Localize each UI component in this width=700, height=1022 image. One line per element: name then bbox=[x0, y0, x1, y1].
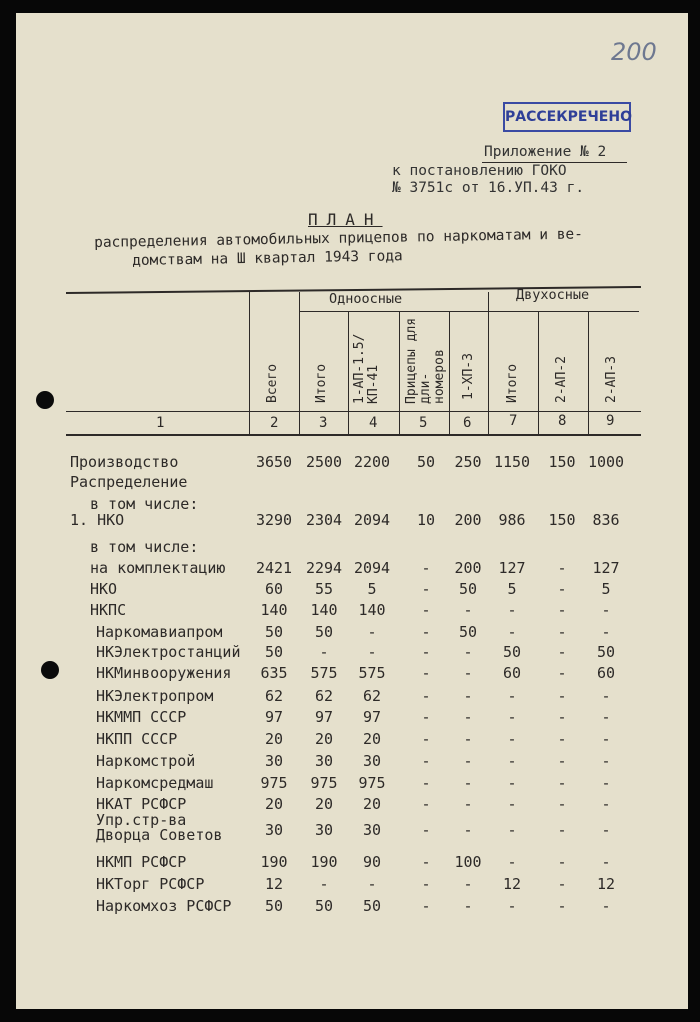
punch-hole bbox=[36, 391, 54, 409]
col-1hp3: 1-ХП-3 bbox=[461, 353, 476, 400]
col-number-1: 1 bbox=[156, 415, 165, 431]
table-row bbox=[16, 623, 688, 643]
cell-value: - bbox=[557, 853, 567, 871]
col-number-4: 4 bbox=[369, 415, 378, 431]
cell-value: 30 bbox=[314, 752, 334, 770]
cell-value: 50 bbox=[458, 623, 478, 641]
cell-value: 50 bbox=[416, 453, 436, 471]
cell-value: 2200 bbox=[353, 453, 391, 471]
cell-value: - bbox=[319, 875, 329, 893]
cell-value: - bbox=[601, 708, 611, 726]
cell-value: - bbox=[421, 664, 431, 682]
cell-value: - bbox=[421, 821, 431, 839]
col-long-trailers: Прицепы для дли- номеров bbox=[404, 317, 447, 404]
cell-value: - bbox=[557, 795, 567, 813]
cell-value: - bbox=[557, 774, 567, 792]
decree-number: № 3751с от 16.УП.43 г. bbox=[392, 180, 585, 196]
cell-value: 20 bbox=[264, 795, 284, 813]
cell-value: 30 bbox=[362, 752, 382, 770]
cell-value: - bbox=[557, 687, 567, 705]
row-label: НКМП РСФСР bbox=[96, 853, 187, 871]
cell-value: 60 bbox=[502, 664, 522, 682]
cell-value: 12 bbox=[502, 875, 522, 893]
cell-value: 150 bbox=[548, 453, 576, 471]
cell-value: 5 bbox=[367, 580, 377, 598]
cell-value: 635 bbox=[260, 664, 288, 682]
cell-value: 975 bbox=[310, 774, 338, 792]
cell-value: 50 bbox=[264, 623, 284, 641]
cell-value: - bbox=[557, 601, 567, 619]
row-label: Упр.стр-ва Дворца Советов bbox=[96, 811, 223, 844]
row-label: НКМинвооружения bbox=[96, 664, 232, 682]
document-title: ПЛАН bbox=[308, 210, 383, 229]
cell-value: 10 bbox=[416, 511, 436, 529]
cell-value: - bbox=[507, 687, 517, 705]
cell-value: - bbox=[507, 730, 517, 748]
cell-value: 50 bbox=[458, 580, 478, 598]
cell-value: 20 bbox=[314, 730, 334, 748]
col-number-2: 2 bbox=[270, 415, 279, 431]
cell-value: - bbox=[507, 897, 517, 915]
table-row bbox=[16, 730, 688, 750]
cell-value: 97 bbox=[264, 708, 284, 726]
cell-value: 55 bbox=[314, 580, 334, 598]
cell-value: - bbox=[421, 853, 431, 871]
cell-value: 2304 bbox=[305, 511, 343, 529]
cell-value: - bbox=[463, 708, 473, 726]
row-label: НКПП СССР bbox=[96, 730, 178, 748]
cell-value: - bbox=[601, 752, 611, 770]
cell-value: - bbox=[557, 752, 567, 770]
table-row bbox=[16, 453, 688, 473]
table-row bbox=[16, 853, 688, 873]
cell-value: 30 bbox=[314, 821, 334, 839]
cell-value: - bbox=[463, 897, 473, 915]
cell-value: 20 bbox=[362, 730, 382, 748]
cell-value: 20 bbox=[362, 795, 382, 813]
cell-value: - bbox=[421, 875, 431, 893]
col-double-subtotal: Итого bbox=[505, 363, 520, 403]
cell-value: - bbox=[557, 708, 567, 726]
single-axle-group: Одноосные bbox=[329, 291, 403, 307]
cell-value: - bbox=[557, 643, 567, 661]
cell-value: 5 bbox=[601, 580, 611, 598]
cell-value: - bbox=[601, 795, 611, 813]
cell-value: - bbox=[601, 774, 611, 792]
cell-value: - bbox=[421, 708, 431, 726]
cell-value: - bbox=[507, 708, 517, 726]
col-2ap3: 2-АП-3 bbox=[604, 356, 619, 403]
row-label: на комплектацию bbox=[90, 559, 226, 577]
cell-value: 127 bbox=[592, 559, 620, 577]
cell-value: 97 bbox=[362, 708, 382, 726]
cell-value: - bbox=[557, 623, 567, 641]
row-label: НКАТ РСФСР bbox=[96, 795, 187, 813]
cell-value: 62 bbox=[362, 687, 382, 705]
cell-value: 975 bbox=[260, 774, 288, 792]
cell-value: 190 bbox=[260, 853, 288, 871]
cell-value: - bbox=[601, 623, 611, 641]
cell-value: 20 bbox=[264, 730, 284, 748]
double-axle-group: Двухосные bbox=[516, 287, 590, 303]
decree-line: к постановлению ГОКО bbox=[392, 163, 567, 179]
cell-value: - bbox=[421, 601, 431, 619]
col-total: Всего bbox=[265, 363, 280, 403]
cell-value: 575 bbox=[310, 664, 338, 682]
row-label: в том числе: bbox=[90, 538, 199, 556]
col-single-subtotal: Итого bbox=[314, 363, 329, 403]
table-row bbox=[16, 559, 688, 579]
cell-value: 50 bbox=[264, 897, 284, 915]
cell-value: 150 bbox=[548, 511, 576, 529]
cell-value: 3290 bbox=[255, 511, 293, 529]
cell-value: - bbox=[421, 795, 431, 813]
cell-value: 2421 bbox=[255, 559, 293, 577]
row-label: НКЭлектростанций bbox=[96, 643, 241, 661]
col-1ap: 1-АП-1.5/ КП-41 bbox=[352, 333, 381, 404]
row-label: Наркомсредмаш bbox=[96, 774, 214, 792]
cell-value: 250 bbox=[454, 453, 482, 471]
cell-value: 190 bbox=[310, 853, 338, 871]
cell-value: 836 bbox=[592, 511, 620, 529]
cell-value: 2094 bbox=[353, 511, 391, 529]
row-label: НКТорг РСФСР bbox=[96, 875, 205, 893]
cell-value: 3650 bbox=[255, 453, 293, 471]
cell-value: - bbox=[463, 774, 473, 792]
cell-value: - bbox=[367, 623, 377, 641]
cell-value: - bbox=[463, 795, 473, 813]
table-row bbox=[16, 643, 688, 663]
table-row bbox=[16, 752, 688, 772]
row-label: в том числе: bbox=[90, 495, 199, 513]
cell-value: 50 bbox=[502, 643, 522, 661]
row-label: НКММП СССР bbox=[96, 708, 187, 726]
cell-value: - bbox=[421, 687, 431, 705]
cell-value: 100 bbox=[454, 853, 482, 871]
cell-value: 140 bbox=[260, 601, 288, 619]
cell-value: 60 bbox=[264, 580, 284, 598]
cell-value: - bbox=[601, 687, 611, 705]
table-row bbox=[16, 580, 688, 600]
table-row bbox=[16, 687, 688, 707]
cell-value: - bbox=[601, 821, 611, 839]
document-page bbox=[16, 13, 688, 1009]
cell-value: 2294 bbox=[305, 559, 343, 577]
cell-value: - bbox=[463, 643, 473, 661]
cell-value: 97 bbox=[314, 708, 334, 726]
cell-value: - bbox=[421, 897, 431, 915]
cell-value: - bbox=[421, 623, 431, 641]
cell-value: - bbox=[421, 730, 431, 748]
subtitle-line-2: домствам на Ш квартал 1943 года bbox=[132, 248, 403, 269]
cell-value: - bbox=[601, 853, 611, 871]
col-number-8: 8 bbox=[558, 413, 567, 429]
row-label: Наркомхоз РСФСР bbox=[96, 897, 232, 915]
row-label: Производство bbox=[70, 453, 179, 471]
table-row bbox=[16, 897, 688, 917]
cell-value: - bbox=[463, 664, 473, 682]
cell-value: 30 bbox=[264, 821, 284, 839]
cell-value: - bbox=[421, 559, 431, 577]
row-label: Наркомавиапром bbox=[96, 623, 223, 641]
page-number: 200 bbox=[611, 38, 657, 66]
cell-value: - bbox=[507, 623, 517, 641]
table-row bbox=[16, 875, 688, 895]
cell-value: 5 bbox=[507, 580, 517, 598]
cell-value: 12 bbox=[596, 875, 616, 893]
subtitle-line-1: распределения автомобильных прицепов по наркоматам и ве- bbox=[94, 226, 584, 251]
cell-value: 30 bbox=[264, 752, 284, 770]
cell-value: 62 bbox=[314, 687, 334, 705]
cell-value: - bbox=[367, 643, 377, 661]
cell-value: - bbox=[557, 580, 567, 598]
col-number-6: 6 bbox=[463, 415, 472, 431]
cell-value: - bbox=[557, 664, 567, 682]
cell-value: 1150 bbox=[493, 453, 531, 471]
cell-value: 12 bbox=[264, 875, 284, 893]
cell-value: - bbox=[557, 821, 567, 839]
col-number-3: 3 bbox=[319, 415, 328, 431]
cell-value: - bbox=[421, 643, 431, 661]
cell-value: - bbox=[557, 875, 567, 893]
cell-value: - bbox=[507, 752, 517, 770]
cell-value: 2094 bbox=[353, 559, 391, 577]
appendix-label: Приложение № 2 bbox=[484, 144, 607, 160]
cell-value: - bbox=[601, 897, 611, 915]
cell-value: 1000 bbox=[587, 453, 625, 471]
table-row bbox=[16, 811, 688, 844]
cell-value: - bbox=[463, 730, 473, 748]
cell-value: - bbox=[557, 730, 567, 748]
cell-value: - bbox=[507, 774, 517, 792]
cell-value: - bbox=[421, 752, 431, 770]
row-label: Распределение bbox=[70, 473, 188, 491]
table-row bbox=[16, 708, 688, 728]
cell-value: 50 bbox=[596, 643, 616, 661]
table-row bbox=[16, 473, 688, 493]
col-number-7: 7 bbox=[509, 413, 518, 429]
table-row bbox=[16, 511, 688, 531]
cell-value: - bbox=[507, 601, 517, 619]
cell-value: - bbox=[601, 730, 611, 748]
row-label: НКПС bbox=[90, 601, 127, 619]
cell-value: - bbox=[367, 875, 377, 893]
cell-value: 20 bbox=[314, 795, 334, 813]
cell-value: - bbox=[421, 774, 431, 792]
cell-value: - bbox=[557, 559, 567, 577]
cell-value: - bbox=[463, 601, 473, 619]
cell-value: - bbox=[507, 853, 517, 871]
cell-value: 50 bbox=[314, 623, 334, 641]
cell-value: 200 bbox=[454, 559, 482, 577]
col-2ap2: 2-АП-2 bbox=[554, 356, 569, 403]
row-label: 1. НКО bbox=[70, 511, 125, 529]
cell-value: 140 bbox=[358, 601, 386, 619]
table-row bbox=[16, 601, 688, 621]
cell-value: 140 bbox=[310, 601, 338, 619]
cell-value: 62 bbox=[264, 687, 284, 705]
row-label: НКЭлектропром bbox=[96, 687, 214, 705]
cell-value: 90 bbox=[362, 853, 382, 871]
cell-value: 50 bbox=[264, 643, 284, 661]
cell-value: - bbox=[557, 897, 567, 915]
cell-value: - bbox=[463, 687, 473, 705]
declassified-stamp: РАССЕКРЕЧЕНО bbox=[503, 102, 631, 132]
table-row bbox=[16, 774, 688, 794]
row-label: Наркомстрой bbox=[96, 752, 196, 770]
cell-value: 575 bbox=[358, 664, 386, 682]
cell-value: - bbox=[463, 821, 473, 839]
cell-value: - bbox=[463, 875, 473, 893]
cell-value: - bbox=[319, 643, 329, 661]
row-label: НКО bbox=[90, 580, 118, 598]
cell-value: 2500 bbox=[305, 453, 343, 471]
cell-value: 50 bbox=[362, 897, 382, 915]
cell-value: 975 bbox=[358, 774, 386, 792]
cell-value: - bbox=[421, 580, 431, 598]
cell-value: - bbox=[507, 795, 517, 813]
cell-value: - bbox=[601, 601, 611, 619]
cell-value: 200 bbox=[454, 511, 482, 529]
cell-value: 50 bbox=[314, 897, 334, 915]
cell-value: - bbox=[507, 821, 517, 839]
cell-value: - bbox=[463, 752, 473, 770]
cell-value: 986 bbox=[498, 511, 526, 529]
cell-value: 30 bbox=[362, 821, 382, 839]
col-number-5: 5 bbox=[419, 415, 428, 431]
cell-value: 60 bbox=[596, 664, 616, 682]
table-row bbox=[16, 664, 688, 684]
col-number-9: 9 bbox=[606, 413, 615, 429]
table-row bbox=[16, 538, 688, 558]
cell-value: 127 bbox=[498, 559, 526, 577]
